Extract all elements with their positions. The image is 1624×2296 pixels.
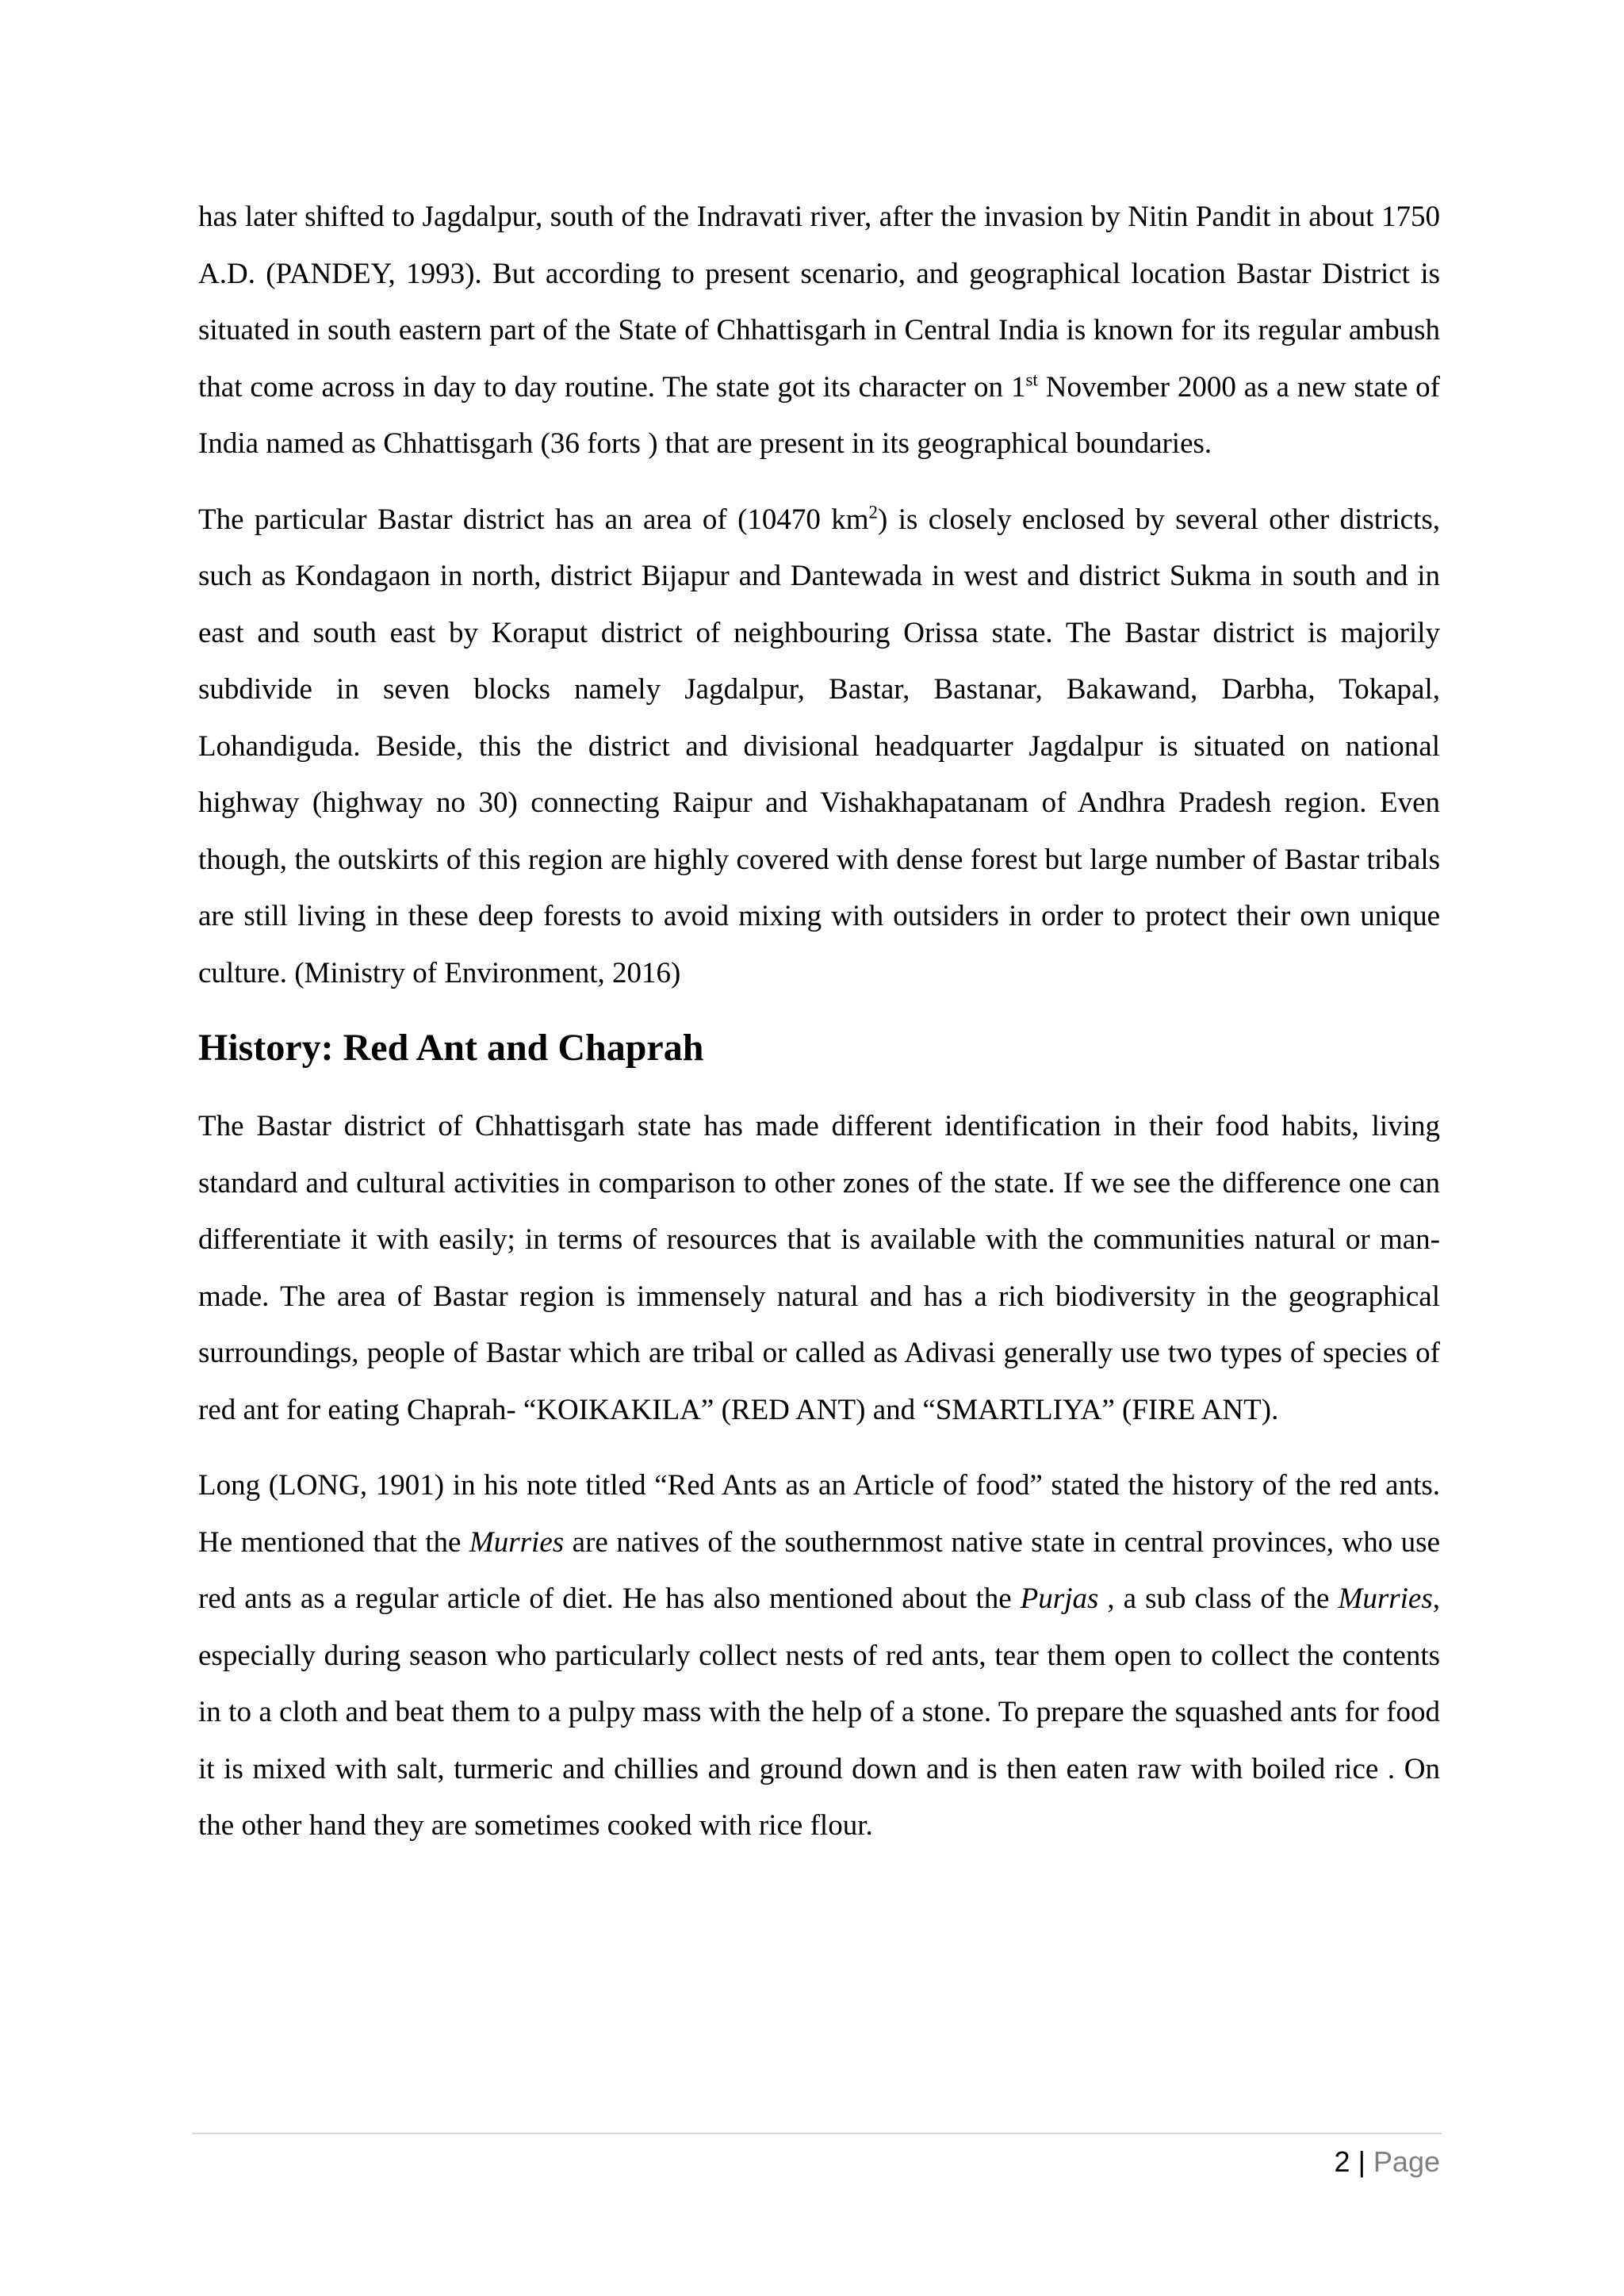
paragraph-district-area xyxy=(198,492,1440,1002)
page-label: Page xyxy=(1373,2145,1440,2178)
page-footer xyxy=(1335,2142,1440,2182)
paragraph-text: November 2000 as a new state of India named as Chhattisgarh (36 forts ) that are present in its geographical boundaries. xyxy=(198,370,1440,460)
paragraph-text: , a sub class of the xyxy=(1098,1582,1339,1615)
paragraph-location xyxy=(198,189,1440,473)
italic-term: Murries xyxy=(469,1525,565,1559)
superscript: st xyxy=(1025,369,1038,390)
paragraph-text: Long (LONG, 1901) in his note titled “Red Ants as an Article of food” stated the history of the red ants. He mentioned that the xyxy=(198,1469,1440,1559)
italic-term: Murries xyxy=(1338,1582,1433,1615)
paragraph-text: are natives of the southernmost native state in central provinces, who use red ants as a regular article of diet. He has also mentioned about the xyxy=(198,1525,1440,1615)
paragraph-text: ) is closely enclosed by several other districts, such as Kondagaon in north, district Bijapur and Dantewada in west and district Sukma in south and in east and south east by Koraput district of neighbouring Orissa state. The Bastar district is majorily subdivide in seven blocks namely Jagdalpur, Bastar, Bastanar, Bakawand, Darbha, Tokapal, Lohandiguda. Beside, this the district and divisional headquarter Jagdalpur is situated on national highway (highway no 30) connecting Raipur and Vishakhapatanam of Andhra Pradesh region. Even though, the outskirts of this region are highly covered with dense forest but large number of Bastar tribals are still living in these deep forests to avoid mixing with outsiders in order to protect their own unique culture. (Ministry of Environment, 2016) xyxy=(198,503,1441,989)
paragraph-text: , especially during season who particularly collect nests of red ants, tear them open to collect the contents in to a cloth and beat them to a pulpy mass with the help of a stone. To prepare the squashed ants for food it is mixed with salt, turmeric and chillies and ground down and is then eaten raw with boiled rice . On the other hand they are sometimes cooked with rice flour. xyxy=(198,1582,1440,1842)
footer-separator: | xyxy=(1358,2145,1365,2178)
superscript: 2 xyxy=(868,502,879,522)
paragraph-food-habits: The Bastar district of Chhattisgarh state has made different identification in their food habits, living standard and cultural activities in comparison to other zones of the state. If we see the difference one can differentiate it with easily; in terms of resources that is available with the communities natural or man-made. The area of Bastar region is immensely natural and has a rich biodiversity in the geographical surroundings, people of Bastar which are tribal or called as Adivasi generally use two types of species of red ant for eating Chaprah- “KOIKAKILA” (RED ANT) and “SMARTLIYA” (FIRE ANT). xyxy=(198,1110,1440,1426)
document-body xyxy=(198,189,1440,1873)
section-heading: History: Red Ant and Chaprah xyxy=(198,1027,704,1069)
paragraph-red-ant-history xyxy=(198,1457,1440,1854)
italic-term: Purjas xyxy=(1020,1582,1099,1615)
paragraph-text: has later shifted to Jagdalpur, south of the Indravati river, after the invasion by Nitin Pandit in about 1750 A.D. (PANDEY, 1993). But according to present scenario, and geographical location Bastar District is situated in south eastern part of the State of Chhattisgarh in Central India is known for its regular ambush that come across in day to day routine. The state got its character on 1 xyxy=(198,201,1440,404)
footer-divider xyxy=(192,2133,1442,2134)
paragraph-text: The particular Bastar district has an area of (10470 km xyxy=(198,503,869,536)
page-number: 2 xyxy=(1334,2145,1350,2178)
